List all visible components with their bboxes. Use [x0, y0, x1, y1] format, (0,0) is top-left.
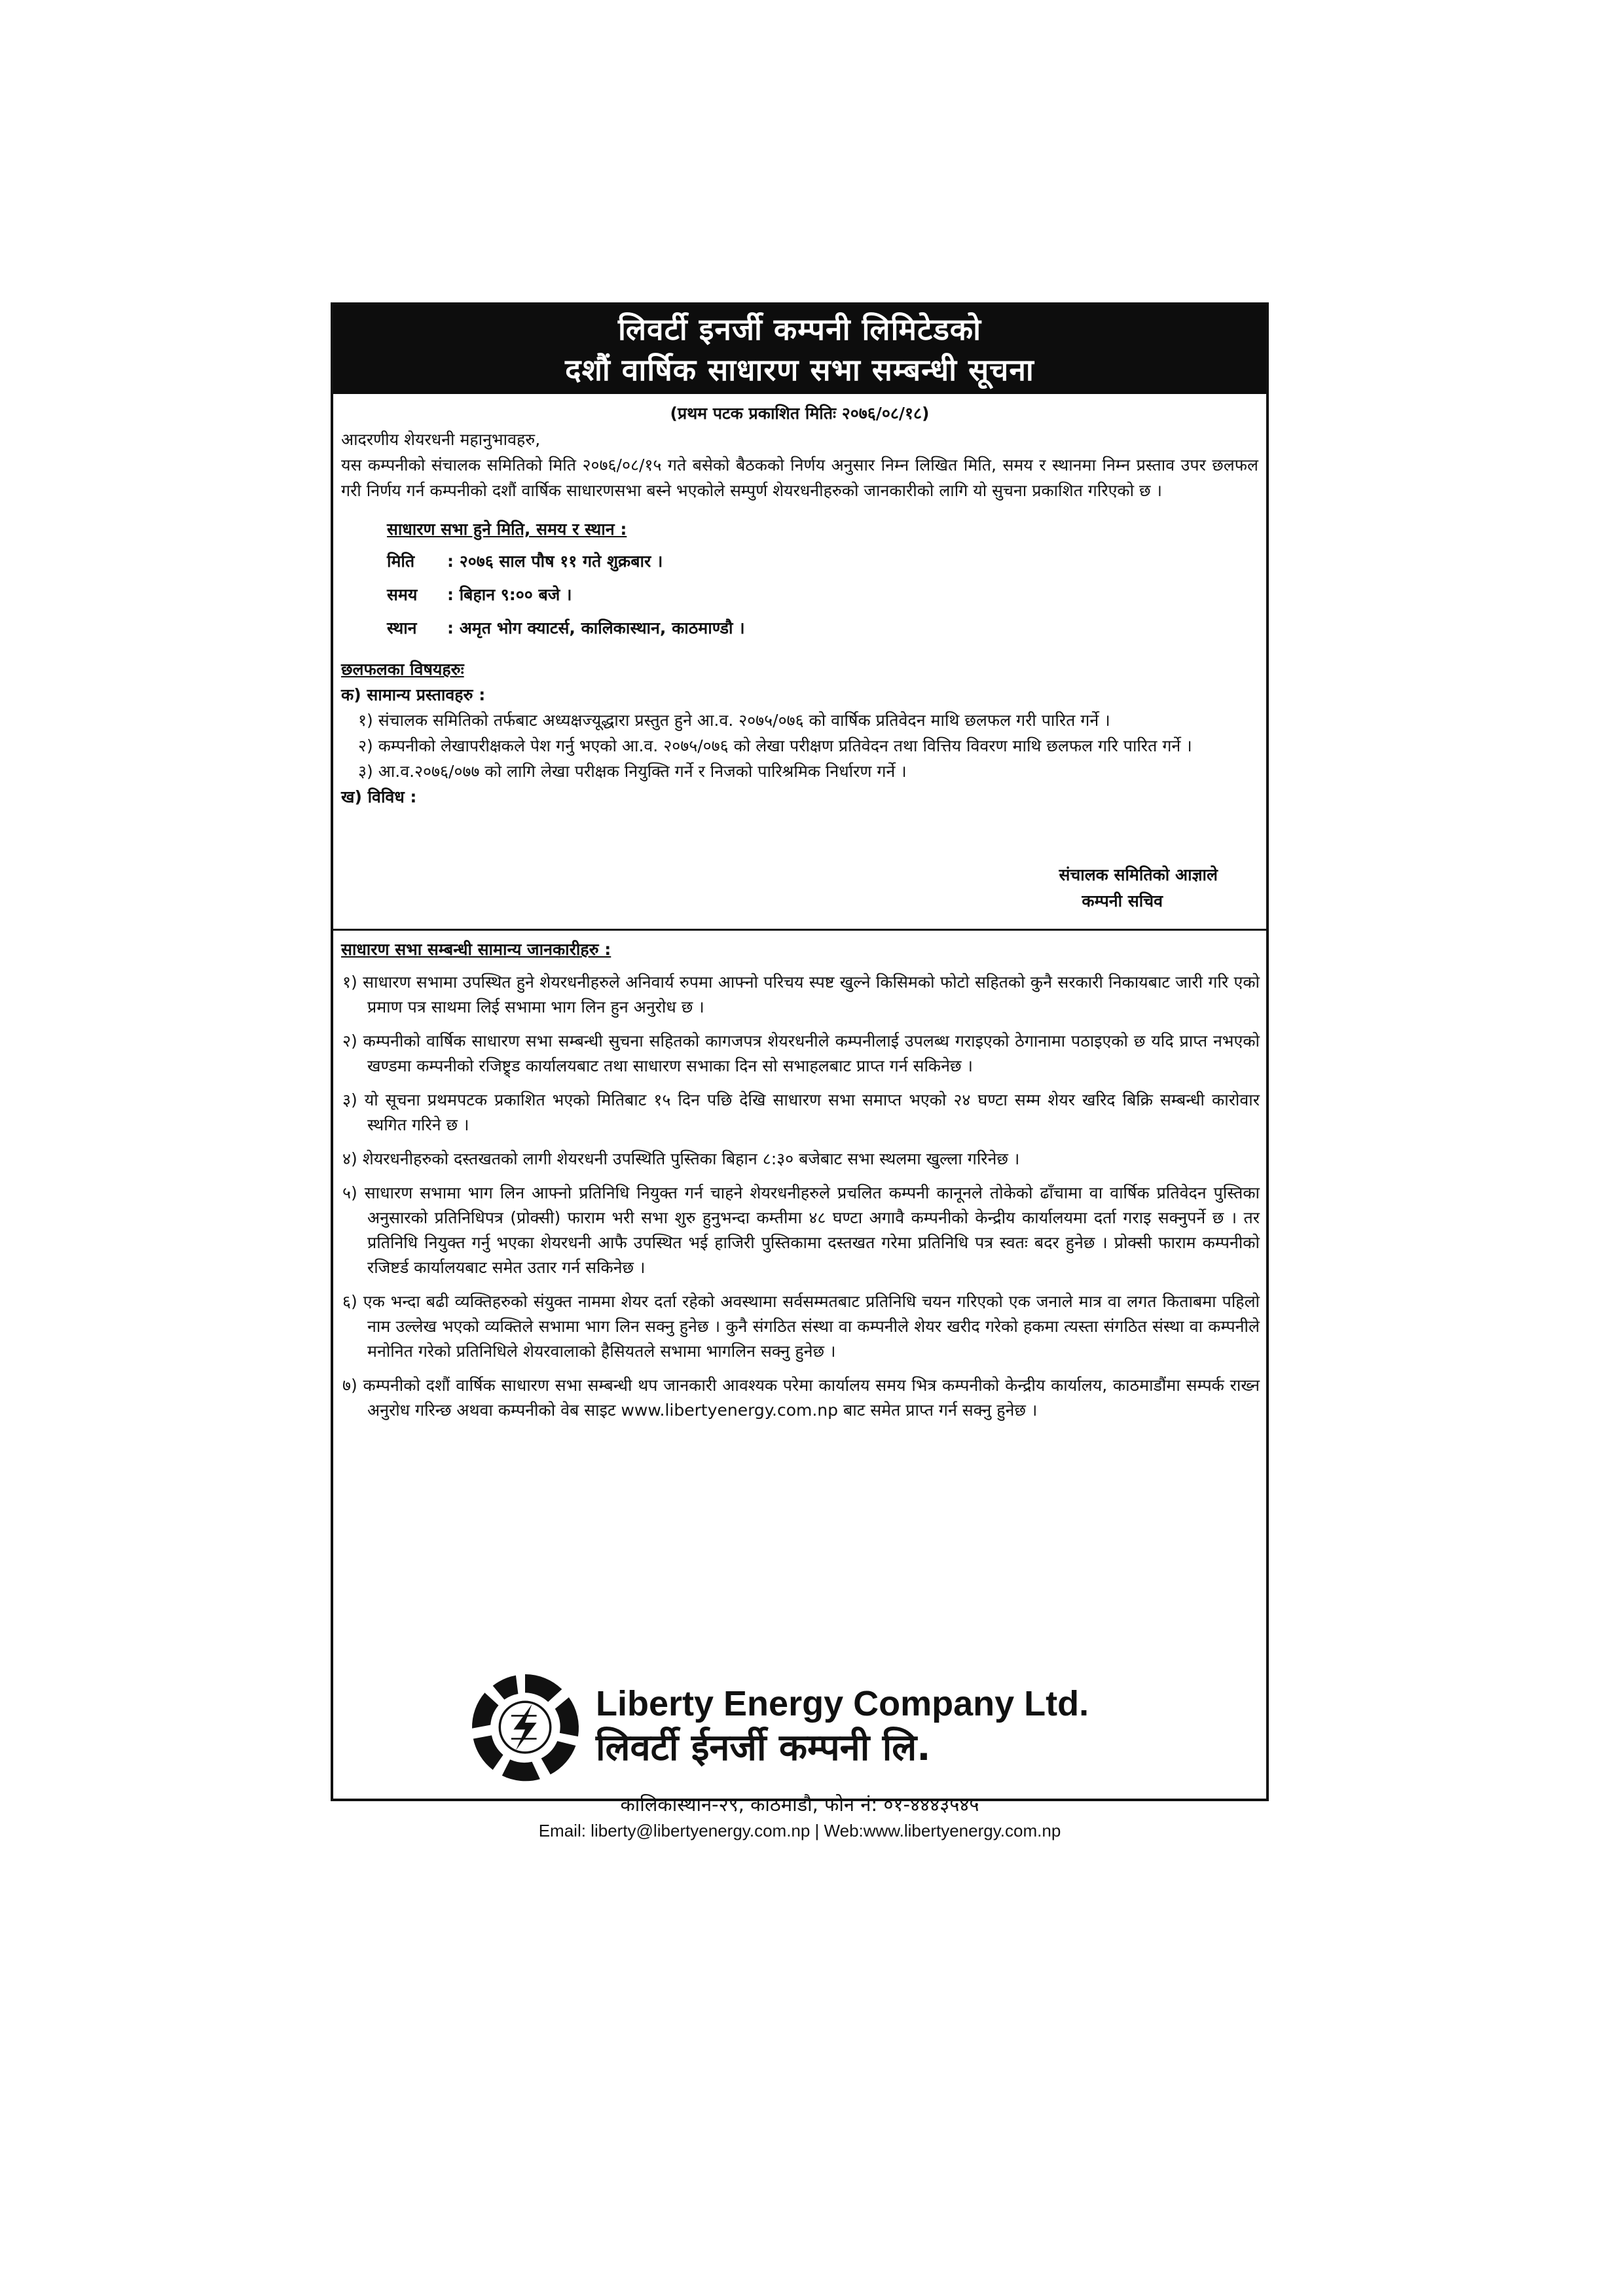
header-line-2: दशौं वार्षिक साधारण सभा सम्बन्धी सूचना [565, 352, 1034, 387]
agenda-item-2: २) कम्पनीको लेखापरीक्षकले पेश गर्नु भएको आ.व. २०७५/०७६ को लेखा परीक्षण प्रतिवेदन तथा वित्तिय विवरण माथि छलफल गरि पारित गर्ने । [358, 736, 1192, 755]
info-item-5: ५) साधारण सभामा भाग लिन आफ्नो प्रतिनिधि नियुक्त गर्न चाहने शेयरधनीहरुले प्रचलित कम्पनी कानूनले तोकेको ढाँचामा वा वार्षिक प्रतिवेदन पुस्तिका अनुसारको प्रतिनिधिपत्र (प्रोक्सी) फाराम भरी सभा शुरु हुनुभन्दा कम्तीमा ४८ घण्टा अगावै कम्पनीको केन्द्रीय कार्यालयमा दर्ता गराइ सक्नुपर्ने छ । तर प्रतिनिधि नियुक्त गर्नु भएका शेयरधनी आफै उपस्थित भई हाजिरी पुस्तिकामा दस्तखत गरेमा प्रतिनिधि पत्र स्वतः बदर हुनेछ । प्रोक्सी फाराम कम्पनीको रजिष्टर्ड कार्यालयबाट समेत उतार गर्न सकिनेछ । [342, 1183, 1260, 1277]
salutation: आदरणीय शेयरधनी महानुभावहरु, [341, 430, 541, 449]
agenda-item-3: ३) आ.व.२०७६/०७७ को लागि लेखा परीक्षक नियुक्ति गर्ने र निजको पारिश्रमिक निर्धारण गर्ने । [358, 762, 907, 781]
company-name-english: Liberty Energy Company Ltd. [596, 1684, 1089, 1723]
misc-heading: ख) विविध : [341, 787, 417, 806]
general-info-section [333, 931, 1266, 1423]
general-proposals-heading: क) सामान्य प्रस्तावहरु : [341, 685, 486, 704]
intro-paragraph: यस कम्पनीको संचालक समितिको मिति २०७६/०८/१५ गते बसेको बैठकको निर्णय अनुसार निम्न लिखित मिति, समय र स्थानमा निम्न प्रस्ताव उपर छलफल गरी निर्णय गर्न कम्पनीको दशौं वार्षिक साधारणसभा बस्ने भएकोले सम्पुर्ण शेयरधनीहरुको जानकारीको लागि यो सुचना प्रकाशित गरिएको छ । [341, 456, 1258, 500]
signature-block [341, 862, 1258, 914]
info-item-6: ६) एक भन्दा बढी व्यक्तिहरुको संयुक्त नाममा शेयर दर्ता रहेको अवस्थामा सर्वसम्मतबाट प्रतिनिधि चयन गरिएको एक जनाले मात्र वा लगत किताबमा पहिलो नाम उल्लेख भएको व्यक्तिले सभामा भाग लिन सक्नु हुनेछ । कुनै संगठित संस्था वा कम्पनीले शेयर खरीद गरेको हकमा त्यस्ता संगठित संस्था वा कम्पनीले मनोनित गरेको प्रतिनिधिले शेयरवालाको हैसियतले सभामा भागलिन सक्नु हुनेछ । [342, 1292, 1260, 1361]
meeting-heading: साधारण सभा हुने मिति, समय र स्थान : [387, 520, 627, 539]
notice-box [331, 302, 1269, 1840]
meeting-details [387, 516, 1258, 641]
signature-line-2: कम्पनी सचिव [1082, 891, 1163, 910]
logo-row [467, 1670, 1266, 1785]
info-item-4: ४) शेयरधनीहरुको दस्तखतको लागी शेयरधनी उपस्थिति पुस्तिका बिहान ८:३० बजेबाट सभा स्थलमा खुल्ला गरिनेछ । [342, 1149, 1020, 1168]
meeting-time-value: : बिहान ९:०० बजे । [447, 585, 572, 604]
company-address: कालिकास्थान-२९, काठमाडौ, फोन नं: ०१-४४४३५४५ [620, 1793, 979, 1816]
meeting-time-row [387, 582, 1258, 607]
meeting-venue-value: : अमृत भोग क्याटर्स, कालिकास्थान, काठमाण्डौ । [447, 619, 745, 637]
notice-body [333, 427, 1266, 914]
discussion-heading: छलफलका विषयहरुः [341, 660, 464, 679]
general-info-heading: साधारण सभा सम्बन्धी सामान्य जानकारीहरु : [341, 940, 611, 959]
liberty-energy-logo-icon [467, 1670, 583, 1785]
company-contact: Email: liberty@libertyenergy.com.np | Web:www.libertyenergy.com.np [538, 1821, 1061, 1840]
meeting-date-value: : २०७६ साल पौष ११ गते शुक्रबार । [447, 552, 663, 571]
company-footer [333, 1670, 1266, 1841]
meeting-date-label: मिति [387, 552, 415, 571]
header-line-1: लिवर्टी इनर्जी कम्पनी लिमिटेडको [617, 312, 982, 347]
signature-line-1: संचालक समितिको आज्ञाले [1059, 865, 1218, 884]
publish-date-subtitle: (प्रथम पटक प्रकाशित मितिः २०७६/०८/१८) [670, 404, 930, 423]
company-name-nepali: लिवर्टी ईनर्जी कम्पनी लि. [596, 1727, 931, 1769]
meeting-venue-label: स्थान [387, 619, 417, 637]
meeting-venue-row [387, 615, 1258, 641]
company-names [596, 1683, 1089, 1772]
meeting-date-row [387, 548, 1258, 574]
info-item-1: १) साधारण सभामा उपस्थित हुने शेयरधनीहरुले अनिवार्य रुपमा आफ्नो परिचय स्पष्ट खुल्ने किसिमको फोटो सहितको कुनै सरकारी निकायबाट जारी गरि एको प्रमाण पत्र साथमा लिई सभामा भाग लिन हुन अनुरोध छ । [342, 973, 1260, 1016]
meeting-time-label: समय [387, 585, 418, 604]
info-item-2: २) कम्पनीको वार्षिक साधारण सभा सम्बन्धी सुचना सहितको कागजपत्र शेयरधनीले कम्पनीलाई उपलब्ध गराइएको ठेगानामा पठाइएको छ यदि प्राप्त नभएको खण्डमा कम्पनीको रजिष्ट्र्ड कार्यालयबाट तथा साधारण सभाका दिन सो सभाहलबाट प्राप्त गर्न सकिनेछ । [342, 1031, 1260, 1075]
agenda-item-1: १) संचालक समितिको तर्फबाट अध्यक्षज्यूद्धारा प्रस्तुत हुने आ.व. २०७५/०७६ को वार्षिक प्रतिवेदन माथि छलफल गरी पारित गर्ने । [358, 711, 1110, 730]
info-item-3: ३) यो सूचना प्रथमपटक प्रकाशित भएको मितिबाट १५ दिन पछि देखि साधारण सभा समाप्त भएको २४ घण्टा सम्म शेयर खरिद बिक्रि सम्बन्धी कारोवार स्थगित गरिने छ । [342, 1090, 1260, 1134]
notice-header [333, 305, 1266, 394]
info-item-7: ७) कम्पनीको दशौं वार्षिक साधारण सभा सम्बन्धी थप जानकारी आवश्यक परेमा कार्यालय समय भित्र कम्पनीको केन्द्रीय कार्यालय, काठमाडौंमा सम्पर्क राख्न अनुरोध गरिन्छ अथवा कम्पनीको वेब साइट www.libertyenergy.com.np बाट समेत प्राप्त गर्न सक्नु हुनेछ । [342, 1376, 1260, 1420]
